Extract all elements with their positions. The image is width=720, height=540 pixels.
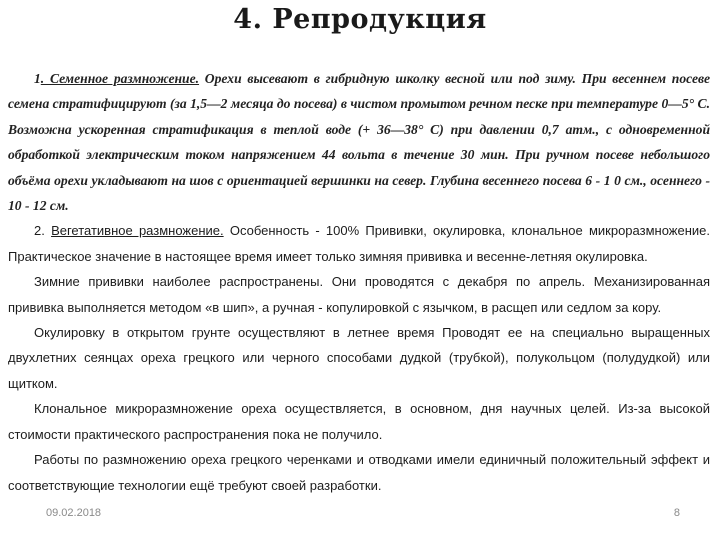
slide-title: 4. Репродукция bbox=[233, 4, 487, 35]
section-text: Особенность - 100% Прививки, окулировка, клональное микроразмножение. Практическое значение в настоящее время имеет только зимняя прививка и весенне-летняя окулировка. bbox=[8, 223, 710, 264]
paragraph-winter-grafting: Зимние прививки наиболее распространены. Они проводятся с декабря по апрель. Механизированная прививка выполняется методом «в шип», а ручная - копулировкой с язычком, в расщеп или седлом за кору. bbox=[8, 274, 710, 315]
footer-date: 09.02.2018 bbox=[46, 507, 102, 519]
paragraph-budding: Окулировку в открытом грунте осуществляют в летнее время Проводят ее на специально выращенных двухлетних сеянцах ореха грецкого или черного способами дудкой (трубкой), полукольцом (полудудкой) или щитком. bbox=[8, 325, 710, 391]
section-vegetative-propagation bbox=[8, 218, 710, 497]
section-number: 1 bbox=[34, 71, 41, 86]
paragraph-vegetative bbox=[8, 218, 710, 269]
page-number: 8 bbox=[673, 507, 680, 519]
paragraph-seed bbox=[8, 66, 710, 218]
section-heading: . Семенное размножение. bbox=[40, 71, 200, 86]
slide-body bbox=[8, 66, 710, 498]
paragraph-clonal: Клональное микроразмножение ореха осуществляется, в основном, дня научных целей. Из-за высокой стоимости практического распространения пока не получило. bbox=[8, 401, 710, 442]
paragraph-cuttings: Работы по размножению ореха грецкого черенками и отводками имели единичный положительный эффект и соответствующие технологии ещё требуют своей разработки. bbox=[8, 452, 710, 493]
section-seed-propagation bbox=[8, 66, 710, 218]
section-number: 2. bbox=[34, 223, 45, 239]
section-text: Орехи высевают в гибридную школку весной или под зиму. При весеннем посеве семена стратифицируют (за 1,5—2 месяца до посева) в чистом промытом речном песке при температуре 0—5° С. Возможна ускоренная стратификация в теплой воде (+ 36—38° С) при давлении 0,7 атм., с одновременной обработкой электрическим током напряжением 44 вольта в течение 30 мин. При ручном посеве небольшого объёма орехи укладывают на шов с ориентацией вершинки на север. Глубина весеннего посева 6 - 1 0 см., осеннего - 10 - 12 см. bbox=[8, 71, 710, 214]
section-heading: Вегетативное размножение. bbox=[51, 223, 224, 239]
